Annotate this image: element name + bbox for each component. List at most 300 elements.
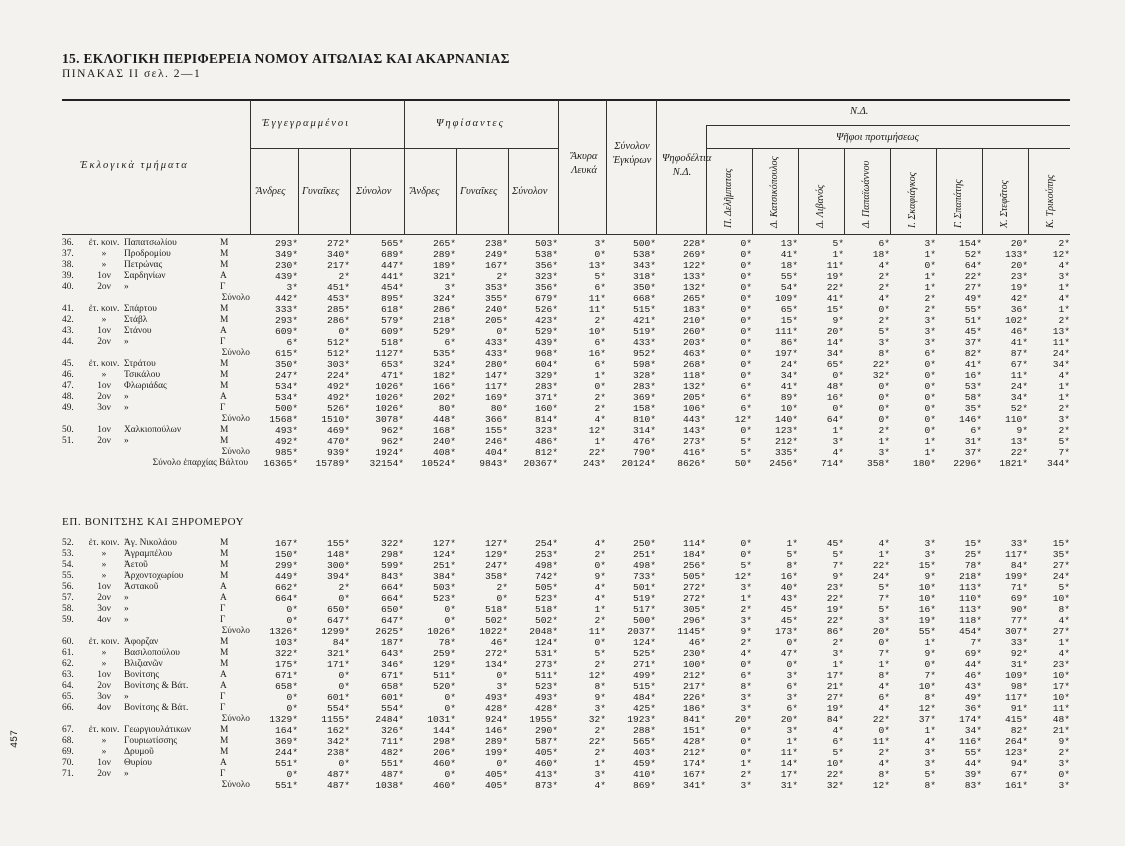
table-cell: 1* (924, 725, 936, 736)
table-cell: 1* (924, 271, 936, 282)
table-cell: 21* (1052, 725, 1070, 736)
table-cell: 328* (632, 370, 656, 381)
table-cell: 873* (534, 780, 558, 791)
table-cell: 64* (826, 414, 844, 425)
row-label: Γ (220, 282, 226, 292)
table-cell: 318* (632, 271, 656, 282)
district-name: Ἀστακοῦ (124, 582, 159, 592)
table-cell: 18* (872, 249, 890, 260)
table-cell: 22* (872, 359, 890, 370)
table-cell: 340* (326, 249, 350, 260)
table-cell: 4* (832, 447, 844, 458)
table-cell: 5* (786, 549, 798, 560)
table-cell: 0* (740, 538, 752, 549)
table-cell: 459* (632, 758, 656, 769)
table-cell: 12* (1052, 249, 1070, 260)
table-cell: 554* (380, 703, 404, 714)
table-cell: 148* (326, 549, 350, 560)
table-cell: 41* (780, 249, 798, 260)
table-cell: 247* (274, 370, 298, 381)
table-cell: 2* (1058, 747, 1070, 758)
table-cell: 4* (594, 780, 606, 791)
table-cell: 12* (588, 425, 606, 436)
table-cell: 442* (274, 293, 298, 304)
table-cell: 4* (1058, 260, 1070, 271)
table-cell: 34* (780, 370, 798, 381)
table-cell: 22* (826, 282, 844, 293)
table-cell: 0* (740, 282, 752, 293)
table-cell: 113* (958, 604, 982, 615)
table-cell: 1* (1058, 282, 1070, 293)
table-cell: 224* (326, 370, 350, 381)
district-name (124, 780, 220, 791)
table-cell: 2* (1058, 238, 1070, 249)
table-cell: 151* (682, 725, 706, 736)
table-cell: 84* (826, 714, 844, 725)
table-cell: 689* (380, 249, 404, 260)
table-cell: 1* (594, 758, 606, 769)
table-cell: 0* (924, 381, 936, 392)
table-cell: 0* (496, 670, 508, 681)
table-cell: 12* (588, 670, 606, 681)
table-cell: 55* (964, 747, 982, 758)
table-cell: 11* (588, 304, 606, 315)
table-cell: 40* (780, 582, 798, 593)
table-cell: 647* (380, 615, 404, 626)
row-number: 66. (62, 703, 74, 713)
table-cell: 598* (632, 359, 656, 370)
table-cell: 175* (274, 659, 298, 670)
table-cell: 20* (780, 714, 798, 725)
table-cell: 0* (740, 315, 752, 326)
table-cell: 249* (484, 249, 508, 260)
table-cell: 0* (924, 260, 936, 271)
table-cell: 10* (1052, 670, 1070, 681)
table-cell: 4* (1058, 293, 1070, 304)
table-cell: 155* (484, 425, 508, 436)
col-divider (656, 100, 657, 234)
table-cell: 369* (274, 736, 298, 747)
row-label: Μ (220, 436, 229, 446)
table-cell: 251* (432, 560, 456, 571)
table-cell: 1* (832, 249, 844, 260)
table-cell: 0* (286, 703, 298, 714)
table-cell: 2* (594, 549, 606, 560)
row-label: Σύνολο (221, 447, 250, 457)
table-cell: 164* (274, 725, 298, 736)
table-cell: 48* (826, 381, 844, 392)
table-cell: 33* (1010, 538, 1028, 549)
table-cell: 1145* (677, 626, 706, 637)
table-cell: 4* (740, 648, 752, 659)
row-label (84, 414, 124, 425)
header-party-ballots: Ψηφοδέλτια Ν.Δ. (662, 153, 712, 178)
table-cell: 5* (878, 326, 890, 337)
table-cell: 9* (1058, 736, 1070, 747)
table-cell: 34* (826, 348, 844, 359)
row-label: Μ (220, 747, 229, 757)
district-name: Στράτου (124, 359, 156, 369)
row-number: 40. (62, 282, 74, 292)
row-number (62, 626, 84, 637)
table-cell: 259* (432, 648, 456, 659)
table-cell: 303* (326, 359, 350, 370)
table-row (62, 458, 1070, 469)
table-cell: 410* (632, 769, 656, 780)
district-name: » (124, 593, 129, 603)
table-cell: 91* (1010, 703, 1028, 714)
table-cell: 2* (496, 271, 508, 282)
table-cell: 58* (964, 392, 982, 403)
table-cell: 11* (1010, 370, 1028, 381)
district-name: Βονίτσης (124, 670, 160, 680)
table-cell: 102* (1004, 315, 1028, 326)
row-label: » (101, 560, 107, 570)
district-name: Ἀφορζαν (124, 637, 159, 647)
table-cell: 501* (632, 582, 656, 593)
table-row (62, 447, 1070, 458)
table-cell: 460* (432, 780, 456, 791)
table-cell: 742* (534, 571, 558, 582)
table-cell: 288* (632, 725, 656, 736)
table-cell: 500* (632, 615, 656, 626)
district-name: Βασιλοπούλου (124, 648, 180, 658)
district-name: » (124, 403, 129, 413)
table-cell: 4* (1058, 648, 1070, 659)
district-name: » (124, 615, 129, 625)
row-label: Γ (220, 769, 226, 779)
table-row (62, 414, 1070, 425)
table-row (62, 593, 1070, 604)
table-cell: 1923* (627, 714, 656, 725)
row-number (62, 293, 84, 304)
table-cell: 212* (774, 436, 798, 447)
table-cell: 27* (1052, 626, 1070, 637)
table-cell: 44* (964, 659, 982, 670)
table-cell: 924* (484, 714, 508, 725)
table-cell: 117* (484, 381, 508, 392)
row-label: Μ (220, 315, 229, 325)
table-cell: 6* (740, 403, 752, 414)
table-row (62, 403, 1070, 414)
row-number: 63. (62, 670, 74, 680)
table-cell: 37* (918, 714, 936, 725)
table-cell: 1* (740, 758, 752, 769)
table-cell: 314* (632, 425, 656, 436)
table-cell: 2* (878, 271, 890, 282)
table-cell: 0* (740, 337, 752, 348)
table-cell: 5* (832, 549, 844, 560)
table-cell: 10* (588, 326, 606, 337)
table-cell: 37* (964, 447, 982, 458)
table-cell: 3* (924, 238, 936, 249)
table-cell: 0* (444, 615, 456, 626)
row-label: Α (220, 271, 227, 281)
table-cell: 12* (734, 414, 752, 425)
table-cell: 1* (1058, 637, 1070, 648)
row-number: 62. (62, 659, 74, 669)
table-cell: 0* (786, 637, 798, 648)
table-cell: 790* (632, 447, 656, 458)
col-divider (798, 148, 799, 234)
row-number: 69. (62, 747, 74, 757)
table-cell: 16* (780, 571, 798, 582)
table-cell: 0* (338, 670, 350, 681)
table-cell: 8626* (677, 458, 706, 469)
row-label: Μ (220, 560, 229, 570)
table-cell: 48* (1052, 714, 1070, 725)
table-row (62, 549, 1070, 560)
table-cell: 109* (774, 293, 798, 304)
header-reg-men: Ἄνδρες (256, 186, 286, 197)
row-label: Μ (220, 249, 229, 259)
table-cell: 118* (682, 370, 706, 381)
row-number (62, 780, 84, 791)
table-cell: 3* (1058, 780, 1070, 791)
table-cell: 511* (534, 670, 558, 681)
district-name: Χαλκιοπούλων (124, 425, 182, 435)
table-cell: 3* (444, 282, 456, 293)
table-cell: 1* (1058, 304, 1070, 315)
table-cell: 199* (1004, 571, 1028, 582)
table-cell: 15789* (315, 458, 350, 469)
table-cell: 16* (918, 604, 936, 615)
table-cell: 587* (534, 736, 558, 747)
table-cell: 123* (774, 425, 798, 436)
row-label: 3ον (97, 604, 111, 614)
col-divider (350, 148, 351, 234)
table-cell: 0* (1058, 769, 1070, 780)
district-name: » (124, 282, 129, 292)
table-cell: 83* (964, 780, 982, 791)
district-name: Ἀρχοντοχωρίου (124, 571, 184, 581)
table-cell: 517* (632, 604, 656, 615)
table-cell: 113* (958, 582, 982, 593)
row-number: 60. (62, 637, 74, 647)
table-cell: 1* (594, 604, 606, 615)
table-cell: 0* (786, 659, 798, 670)
table-cell: 333* (274, 304, 298, 315)
row-number: 64. (62, 681, 74, 691)
table-row (62, 637, 1070, 648)
table-cell: 212* (682, 670, 706, 681)
table-cell: 447* (380, 260, 404, 271)
table-cell: 6* (740, 381, 752, 392)
row-number: 52. (62, 538, 74, 548)
table-row (62, 582, 1070, 593)
table-cell: 300* (326, 560, 350, 571)
table-cell: 298* (380, 549, 404, 560)
table-cell: 323* (534, 425, 558, 436)
row-label: ἐτ. κοιν. (88, 725, 120, 735)
table-cell: 36* (1010, 304, 1028, 315)
table-cell: 184* (682, 549, 706, 560)
table-cell: 18* (780, 260, 798, 271)
table-cell: 515* (632, 681, 656, 692)
table-cell: 0* (740, 659, 752, 670)
table-cell: 8* (740, 681, 752, 692)
table-cell: 2* (740, 769, 752, 780)
table-cell: 335* (774, 447, 798, 458)
table-cell: 2* (594, 392, 606, 403)
table-row (62, 359, 1070, 370)
district-name: » (124, 392, 129, 402)
table-row (62, 425, 1070, 436)
row-label: 2ον (97, 681, 111, 691)
table-cell: 299* (274, 560, 298, 571)
row-label: Μ (220, 359, 229, 369)
row-number: 68. (62, 736, 74, 746)
table-cell: 0* (878, 381, 890, 392)
table-cell: 32* (826, 780, 844, 791)
table-cell: 127* (432, 538, 456, 549)
table-cell: 32* (872, 370, 890, 381)
table-cell: 405* (484, 769, 508, 780)
district-name: Σπάρτου (124, 304, 157, 314)
table-cell: 343* (632, 260, 656, 271)
table-cell: 1* (924, 447, 936, 458)
table-cell: 16* (588, 348, 606, 359)
table-cell: 15* (826, 304, 844, 315)
results-table-valtos (62, 238, 1070, 469)
table-cell: 173* (774, 626, 798, 637)
row-number: 57. (62, 593, 74, 603)
table-cell: 12* (918, 703, 936, 714)
table-cell: 2* (1058, 403, 1070, 414)
row-label: Α (220, 593, 227, 603)
table-cell: 8* (878, 769, 890, 780)
table-cell: 502* (484, 615, 508, 626)
table-cell: 1* (786, 538, 798, 549)
table-cell: 350* (274, 359, 298, 370)
district-name: Σαρδηνίων (124, 271, 166, 281)
table-cell: 551* (274, 780, 298, 791)
table-row (62, 304, 1070, 315)
table-cell: 10* (918, 582, 936, 593)
table-cell: 2* (338, 582, 350, 593)
table-cell: 86* (780, 337, 798, 348)
table-cell: 289* (432, 249, 456, 260)
table-cell: 6* (878, 238, 890, 249)
table-cell: 254* (534, 538, 558, 549)
table-cell: 13* (1052, 326, 1070, 337)
table-cell: 133* (1004, 249, 1028, 260)
table-cell: 439* (534, 337, 558, 348)
table-row (62, 626, 1070, 637)
table-cell: 168* (432, 425, 456, 436)
table-cell: 122* (682, 260, 706, 271)
col-divider (250, 100, 251, 234)
table-cell: 260* (682, 326, 706, 337)
table-cell: 7* (878, 593, 890, 604)
table-cell: 8* (878, 670, 890, 681)
table-cell: 34* (964, 725, 982, 736)
table-cell: 174* (682, 758, 706, 769)
table-cell: 22* (588, 447, 606, 458)
table-cell: 355* (484, 293, 508, 304)
table-cell: 658* (274, 681, 298, 692)
table-cell: 7* (832, 560, 844, 571)
table-cell: 487* (380, 769, 404, 780)
table-cell: 535* (432, 348, 456, 359)
table-cell: 228* (682, 238, 706, 249)
table-cell: 1299* (321, 626, 350, 637)
row-label: 2ον (97, 392, 111, 402)
table-cell: 615* (274, 348, 298, 359)
header-candidate: Χ. Στεφᾶτος (999, 180, 1010, 228)
table-cell: 265* (432, 238, 456, 249)
table-cell: 110* (958, 593, 982, 604)
table-cell: 353* (484, 282, 508, 293)
row-number: 49. (62, 403, 74, 413)
table-cell: 10* (1052, 692, 1070, 703)
row-label: 2ον (97, 282, 111, 292)
table-cell: 0* (740, 326, 752, 337)
table-cell: 460* (432, 758, 456, 769)
table-cell: 534* (274, 381, 298, 392)
table-cell: 47* (780, 648, 798, 659)
row-label: ἐτ. κοιν. (88, 637, 120, 647)
table-cell: 346* (380, 659, 404, 670)
table-row (62, 538, 1070, 549)
table-cell: 3* (832, 436, 844, 447)
row-label: 2ον (97, 337, 111, 347)
table-cell: 4* (594, 582, 606, 593)
table-cell: 1022* (479, 626, 508, 637)
table-cell: 21* (826, 681, 844, 692)
table-row (62, 725, 1070, 736)
table-cell: 369* (632, 392, 656, 403)
table-cell: 321* (432, 271, 456, 282)
table-cell: 23* (826, 582, 844, 593)
table-cell: 4* (594, 593, 606, 604)
table-cell: 428* (534, 703, 558, 714)
table-cell: 0* (740, 271, 752, 282)
table-cell: 0* (878, 637, 890, 648)
table-cell: 0* (740, 425, 752, 436)
table-cell: 290* (534, 725, 558, 736)
table-cell: 111* (774, 326, 798, 337)
table-cell: 463* (682, 348, 706, 359)
table-cell: 27* (964, 282, 982, 293)
table-cell: 20124* (621, 458, 656, 469)
table-cell: 3* (924, 747, 936, 758)
table-cell: 653* (380, 359, 404, 370)
table-cell: 1* (924, 637, 936, 648)
table-cell: 268* (682, 359, 706, 370)
table-cell: 3* (832, 648, 844, 659)
table-cell: 106* (682, 403, 706, 414)
table-cell: 230* (274, 260, 298, 271)
table-cell: 1026* (375, 392, 404, 403)
table-cell: 41* (964, 359, 982, 370)
table-cell: 985* (274, 447, 298, 458)
table-cell: 160* (534, 403, 558, 414)
table-cell: 9* (832, 315, 844, 326)
table-cell: 493* (534, 692, 558, 703)
table-cell: 4* (594, 538, 606, 549)
table-cell: 2* (740, 637, 752, 648)
table-row (62, 747, 1070, 758)
table-cell: 4* (878, 538, 890, 549)
table-cell: 80* (438, 403, 456, 414)
table-cell: 123* (1004, 747, 1028, 758)
table-cell: 4* (1058, 370, 1070, 381)
table-cell: 1* (924, 249, 936, 260)
table-cell: 10* (826, 758, 844, 769)
table-cell: 415* (1004, 714, 1028, 725)
table-cell: 19* (826, 271, 844, 282)
